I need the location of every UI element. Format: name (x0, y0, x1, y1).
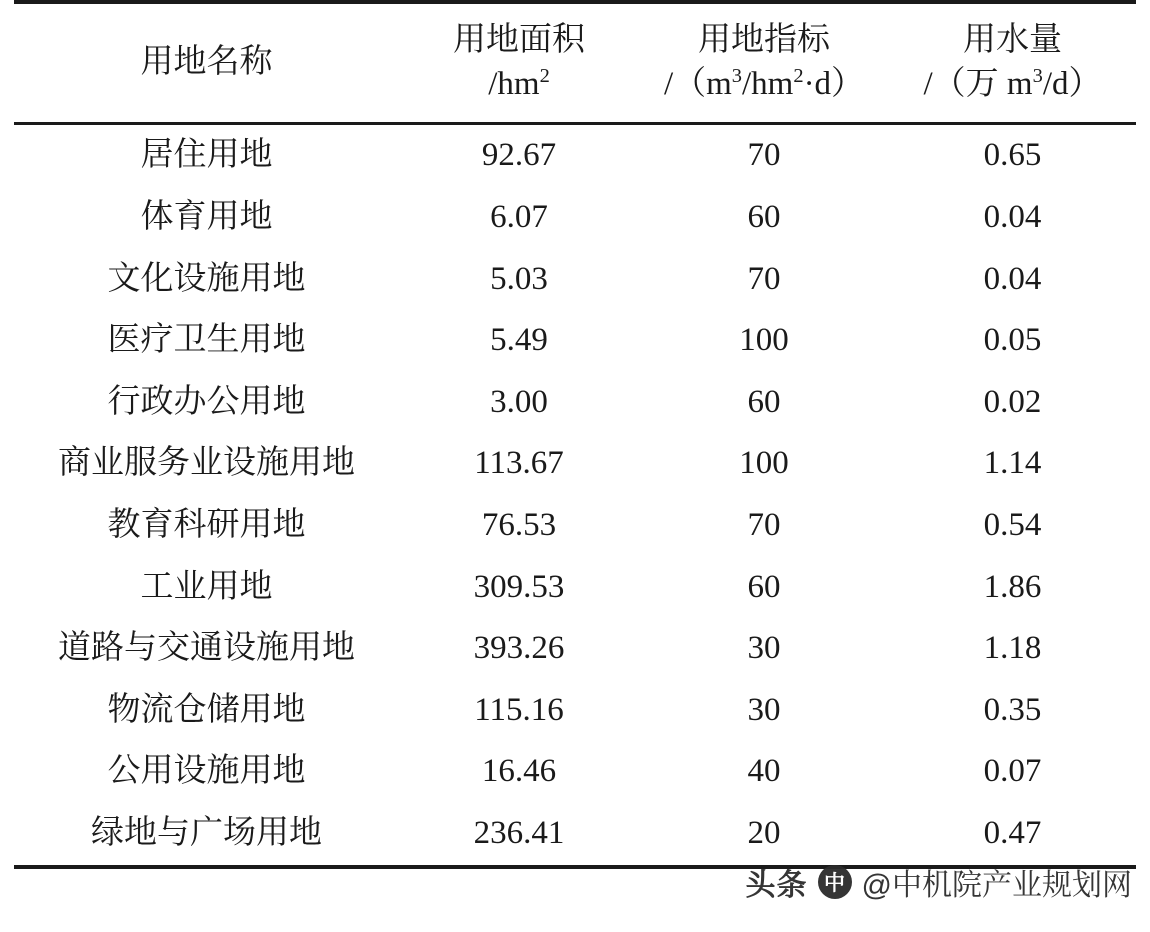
land-use-water-table (14, 0, 1136, 869)
water-unit-exponent-3: 3 (1032, 65, 1043, 88)
cell-land-area: 5.03 (490, 260, 548, 297)
cell-land-index: 30 (747, 630, 781, 667)
column-header-land-name-line1: 用地名称 (140, 44, 273, 81)
cell-land-area: 393.26 (473, 630, 565, 667)
land-area-unit-exponent: 2 (539, 65, 550, 88)
cell-land-index: 70 (747, 260, 781, 297)
cell-water-amount: 0.04 (983, 199, 1042, 236)
cell-water-amount: 1.86 (983, 568, 1042, 605)
cell-water-amount: 0.07 (983, 753, 1042, 790)
cell-water-amount: 0.54 (983, 507, 1042, 543)
column-header-land-index (639, 2, 889, 124)
cell-land-area: 115.16 (474, 691, 564, 728)
cell-land-area: 92.67 (481, 137, 557, 174)
watermark-logo: 头条 (745, 869, 808, 902)
cell-water-amount: 0.02 (983, 383, 1042, 420)
column-header-land-name (14, 2, 399, 124)
cell-land-name: 工业用地 (140, 568, 273, 605)
index-unit-exponent-2: 2 (793, 65, 804, 88)
cell-land-name: 医疗卫生用地 (107, 322, 306, 359)
table-row (14, 495, 1136, 557)
watermark-badge-icon: 中 (818, 865, 852, 899)
column-header-land-index-line1: 用地指标 (698, 22, 830, 58)
cell-land-area: 5.49 (490, 322, 548, 359)
cell-land-name: 教育科研用地 (107, 507, 306, 543)
cell-land-name: 物流仓储用地 (107, 691, 306, 728)
column-header-water-amount-unit: /（万 $m^3/d$） (923, 65, 1102, 103)
header-row (14, 2, 1136, 124)
cell-land-name: 道路与交通设施用地 (58, 630, 355, 667)
cell-land-index: 70 (747, 507, 781, 543)
cell-land-area: 16.46 (481, 753, 557, 790)
land-area-unit-base: /hm (488, 66, 540, 103)
cell-land-name: 行政办公用地 (107, 383, 306, 420)
cell-land-area: 76.53 (481, 507, 557, 543)
cell-land-name: 居住用地 (140, 137, 273, 174)
table-row (14, 618, 1136, 680)
table-row (14, 557, 1136, 619)
cell-water-amount: 1.18 (983, 630, 1042, 667)
table-row (14, 372, 1136, 434)
cell-land-index: 60 (747, 568, 781, 605)
table-row (14, 680, 1136, 742)
cell-water-amount: 0.04 (983, 260, 1042, 297)
cell-land-index: 20 (639, 803, 889, 867)
cell-water-amount: 0.35 (983, 691, 1042, 728)
table-header (14, 2, 1136, 124)
cell-land-area: 236.41 (399, 803, 639, 867)
cell-land-index: 70 (747, 137, 781, 174)
cell-land-area: 3.00 (490, 383, 548, 420)
watermark-text: @中机院产业规划网 (861, 869, 1132, 902)
cell-land-index: 100 (739, 322, 789, 359)
cell-land-index: 60 (747, 199, 781, 236)
table-row (14, 187, 1136, 249)
cell-water-amount: 0.47 (889, 803, 1136, 867)
cell-land-index: 100 (739, 445, 789, 482)
column-header-water-amount (889, 2, 1136, 124)
cell-land-name: 文化设施用地 (107, 260, 306, 297)
cell-land-area: 6.07 (490, 199, 548, 236)
table-row (14, 124, 1136, 187)
table-body (14, 124, 1136, 867)
column-header-land-index-unit: $/(m^3/hm^2\cdot d)$ (663, 65, 865, 103)
cell-land-index: 60 (747, 383, 781, 420)
index-unit-exponent-3: 3 (731, 65, 742, 88)
cell-land-area: 309.53 (473, 568, 565, 605)
cell-land-index: 30 (747, 691, 781, 728)
cell-water-amount: 1.14 (983, 445, 1042, 482)
table-row (14, 803, 1136, 867)
cell-land-name: 绿地与广场用地 (14, 803, 399, 867)
table-row (14, 433, 1136, 495)
cell-water-amount: 0.65 (983, 137, 1042, 174)
table-row (14, 741, 1136, 803)
cell-land-area: 113.67 (474, 445, 564, 482)
column-header-land-area-line1: 用地面积 (453, 22, 585, 58)
cell-land-index: 40 (747, 753, 781, 790)
column-header-land-area (399, 2, 639, 124)
table-row (14, 249, 1136, 311)
cell-land-name: 商业服务业设施用地 (58, 445, 355, 482)
cell-water-amount: 0.05 (983, 322, 1042, 359)
cell-land-name: 体育用地 (140, 199, 273, 236)
cell-land-name: 公用设施用地 (107, 753, 306, 790)
column-header-land-area-unit (405, 62, 633, 106)
table-row (14, 310, 1136, 372)
column-header-water-amount-line1: 用水量 (963, 22, 1062, 58)
